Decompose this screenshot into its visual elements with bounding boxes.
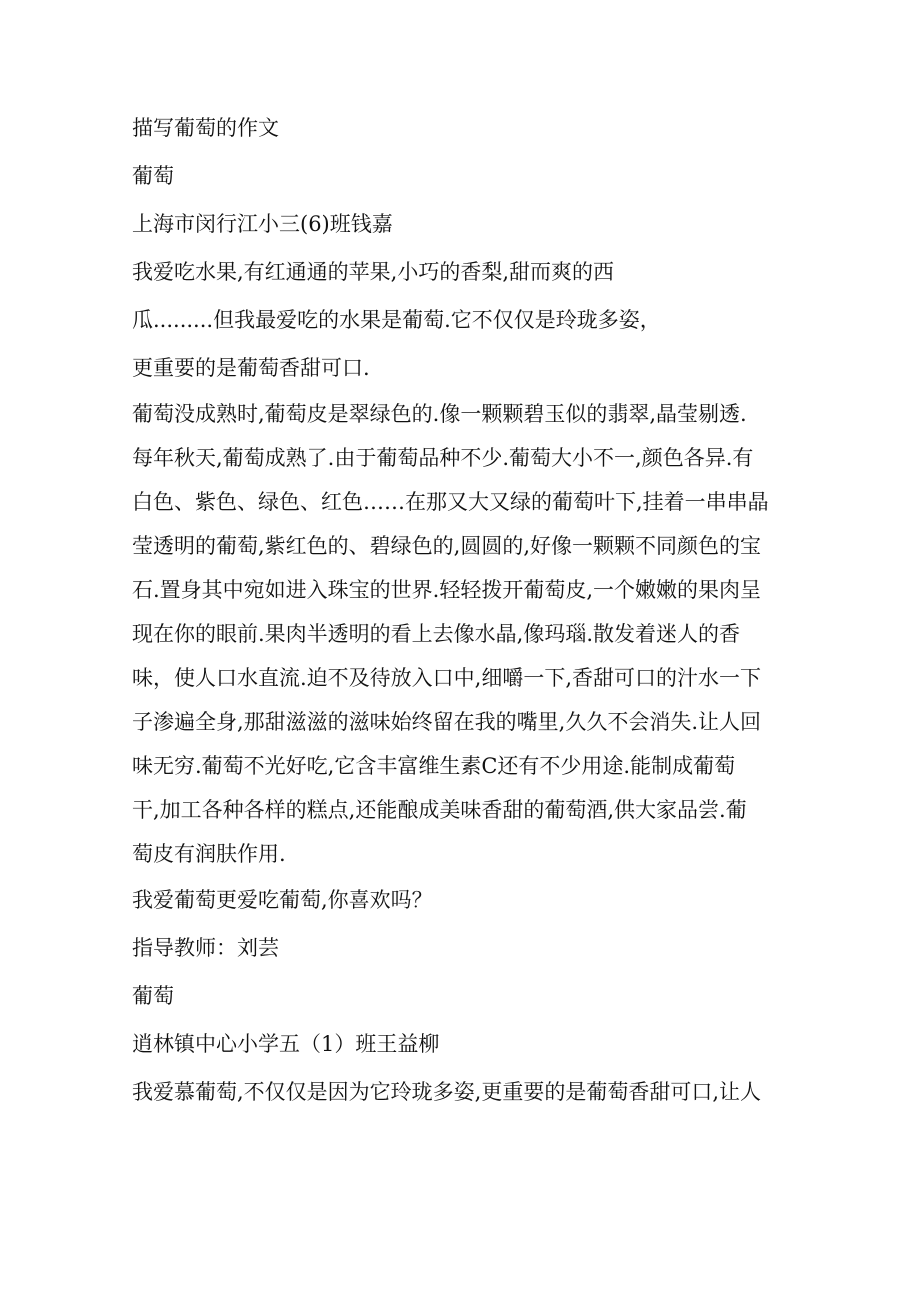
paragraph-line: 子渗遍全身,那甜滋滋的滋味始终留在我的嘴里,久久不会消失.让人回 <box>132 710 762 734</box>
paragraph-line: 瓜.........但我最爱吃的水果是葡萄.它不仅仅是玲珑多姿， <box>132 308 661 332</box>
paragraph-line: 萄皮有润肤作用. <box>132 842 286 866</box>
paragraph-line: 味，使人口水直流.迫不及待放入口中,细嚼一下,香甜可口的汁水一下 <box>132 666 762 690</box>
paragraph-line: 味无穷.葡萄不光好吃,它含丰富维生素C还有不少用途.能制成葡萄 <box>132 754 736 778</box>
teacher-line: 指导教师：刘芸 <box>132 936 279 960</box>
paragraph-line: 每年秋天,葡萄成熟了.由于葡萄品种不少.葡萄大小不一,颜色各异.有 <box>132 446 754 470</box>
paragraph-line: 现在你的眼前.果肉半透明的看上去像水晶,像玛瑙.散发着迷人的香 <box>132 622 741 646</box>
paragraph-line: 更重要的是葡萄香甜可口. <box>132 356 370 380</box>
paragraph-line: 石.置身其中宛如进入珠宝的世界.轻轻拨开葡萄皮,一个嫩嫩的果肉呈 <box>132 578 762 602</box>
paragraph-line: 我爱慕葡萄,不仅仅是因为它玲珑多姿,更重要的是葡萄香甜可口,让人 <box>132 1080 762 1104</box>
paragraph-line: 白色、紫色、绿色、红色……在那又大又绿的葡萄叶下,挂着一串串晶 <box>132 490 769 514</box>
subtitle-grape: 葡萄 <box>132 164 174 188</box>
paragraph-line: 莹透明的葡萄,紫红色的、碧绿色的,圆圆的,好像一颗颗不同颜色的宝 <box>132 534 762 558</box>
author-line: 上海市闵行江小三(6)班钱嘉 <box>132 212 393 236</box>
document-page <box>132 104 796 1116</box>
author-line-2: 逍林镇中心小学五（1）班王益柳 <box>132 1032 440 1056</box>
paragraph-line: 我爱吃水果,有红通通的苹果,小巧的香梨,甜而爽的西 <box>132 260 615 284</box>
paragraph-line: 干,加工各种各样的糕点,还能酿成美味香甜的葡萄酒,供大家品尝.葡 <box>132 798 747 822</box>
essay-title: 描写葡萄的作文 <box>132 116 279 140</box>
paragraph-line: 葡萄没成熟时,葡萄皮是翠绿色的.像一颗颗碧玉似的翡翠,晶莹剔透. <box>132 402 747 426</box>
closing-question: 我爱葡萄更爱吃葡萄,你喜欢吗？ <box>132 888 433 912</box>
subtitle-grape-2: 葡萄 <box>132 984 174 1008</box>
